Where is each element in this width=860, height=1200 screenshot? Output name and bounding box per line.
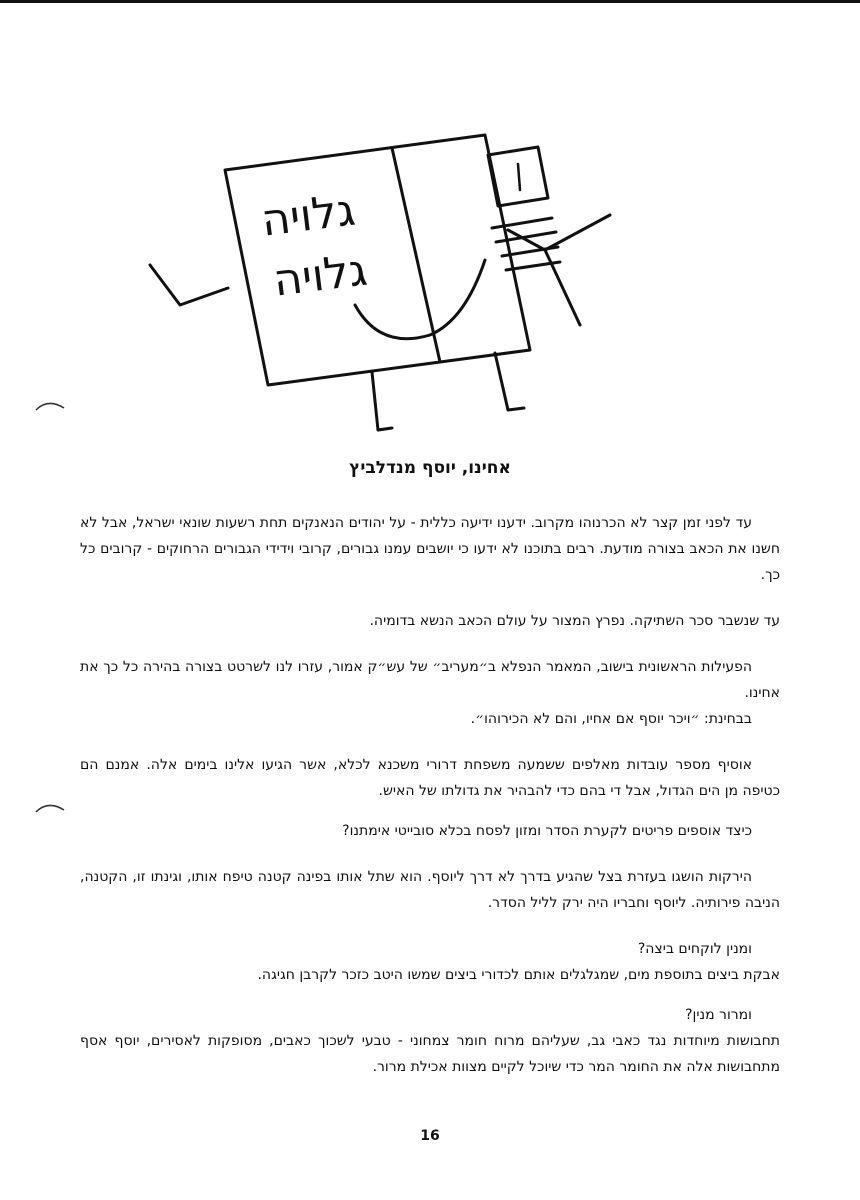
paragraph: בבחינת: ״ויכר יוסף אם אחיו, והם לא הכירוהו״. [470, 711, 752, 727]
paragraph: עד לפני זמן קצר לא הכרנוהו מקרוב. ידענו ידיעה כללית - על יהודים הנאנקים תחת רשעות שונאי ישראל, אבל לא חשנו את הכאב בצורה מודעת. רבים בתוכנו לא ידעו כי יושבים עמנו גבורים, קרובי וידידי הגבורים הרחוקים - קרובים כל כך. [80, 515, 780, 583]
right-leg [495, 353, 524, 410]
top-rule [0, 0, 860, 3]
article-body [80, 510, 780, 1080]
handwritten-title-2: גלויה [270, 244, 370, 307]
paragraph: הפעילות הראשונית בישוב, המאמר הנפלא ב״מעריב״ של עש״ק אמור, עזרו לנו לשרטט בצורה בהירה כל כך את אחינו. [80, 659, 780, 701]
paragraph: אבקת ביצים בתוספת מים, שמגלגלים אותם לכדורי ביצים שמשו היטב כזכר לקרבן חגיגה. [257, 967, 780, 983]
article-title: אחינו, יוסף מנדלביץ [349, 458, 511, 478]
question: ומרור מנין? [685, 1007, 752, 1023]
paragraph: תחבושות מיוחדות נגד כאבי גב, שעליהם מרוח חומר צמחוני - טבעי לשכוך כאבים, מסופקות לאסירים, יוסף אסף מתחבושות אלה את החומר המר כדי שיוכל לקיים מצוות אכילת מרור. [80, 1033, 780, 1075]
left-leg [372, 372, 392, 430]
handwritten-title-1: גלויה [258, 184, 358, 247]
card-fold [392, 148, 440, 362]
left-arm [150, 265, 228, 305]
margin-mark [34, 802, 66, 816]
question: ומנין לוקחים ביצה? [637, 941, 752, 957]
right-arm [508, 215, 610, 250]
postcard-character-illustration [140, 110, 640, 450]
paragraph: אוסיף מספר עובדות מאלפים ששמעה משפחת דרורי משכנא לכלא, אשר הגיעו אלינו בימים אלה. אמנם הם כטיפה מן הים הגדול, אבל די בהם כדי להבהיר את גדולתו של האיש. [80, 757, 780, 799]
page-number: 16 [420, 1128, 440, 1144]
margin-mark [34, 400, 66, 414]
paragraph: הירקות הושגו בעזרת בצל שהגיע בדרך לא דרך ליוסף. הוא שתל אותו בפינה קטנה טיפח אותו, וגינתו זו, הקטנה, הניבה פירותיה. ליוסף וחבריו היה ירק לליל הסדר. [80, 869, 780, 911]
question: כיצד אוספים פריטים לקערת הסדר ומזון לפסח בכלא סובייטי אימתנו? [342, 823, 752, 839]
paragraph: עד שנשבר סכר השתיקה. נפרץ המצור על עולם הכאב הנשא בדומיה. [369, 613, 780, 629]
stamp-inner [518, 164, 520, 190]
